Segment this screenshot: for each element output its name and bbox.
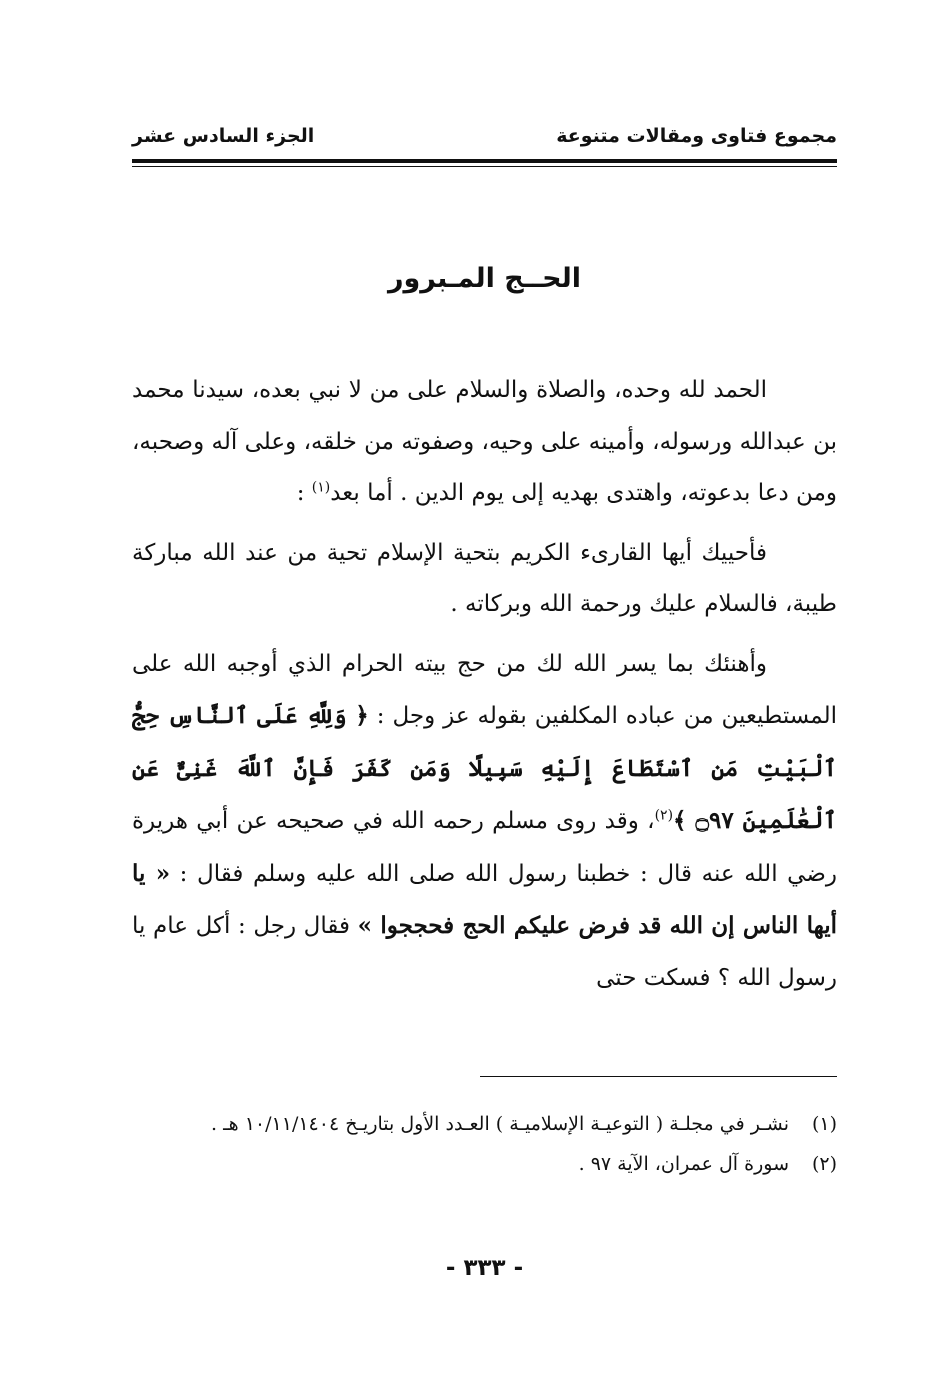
paragraph-middle: ، وقد روى مسلم رحمه الله في صحيحه عن أبي هريرة رضي الله عنه قال : خطبنا رسول الله صلى الله عليه وسلم فقال : bbox=[132, 808, 837, 887]
header-rule-thin bbox=[132, 166, 837, 167]
paragraph-hajj bbox=[132, 639, 837, 1005]
paragraph-text: فأحييك أيها القارىء الكريم بتحية الإسلام تحية من عند الله مباركة طيبة، فالسلام عليك ورحمة الله وبركاته . bbox=[132, 539, 837, 617]
paragraph-intro: وأهنئك بما يسر الله لك من حج بيته الحرام الذي أوجبه الله على المستطيعين من عباده المكلفين بقوله عز وجل : bbox=[132, 650, 838, 729]
footnote-number: (٢) bbox=[811, 1153, 837, 1175]
paragraph-text: الحمد لله وحده، والصلاة والسلام على من لا نبي بعده، سيدنا محمد بن عبدالله ورسوله، وأمينه على وحيه، وصفوته من خلقه، وعلى آله وصحبه، ومن دعا بدعوته، واهتدى بهديه إلى يوم الدين . أما بعد bbox=[132, 377, 837, 506]
paragraph-tail: : bbox=[296, 480, 312, 506]
volume-label: الجزء السادس عشر bbox=[132, 125, 315, 147]
header-rule-thick bbox=[132, 159, 837, 163]
footnote-text: سورة آل عمران، الآية ٩٧ . bbox=[578, 1153, 789, 1175]
footnote-divider bbox=[480, 1076, 837, 1077]
running-header bbox=[132, 118, 837, 154]
paragraph-greeting bbox=[132, 528, 837, 631]
quran-verse: ﴿ وَلِلَّهِ عَلَى ٱلنَّاسِ حِجُّ ٱلْبَيْتِ مَنِ ٱسْتَطَاعَ إِلَيْهِ سَبِيلًا وَمَن كَفَرَ فَإِنَّ ٱللَّهَ غَنِىٌّ عَنِ ٱلْعَٰلَمِينَ ۝٩٧ ﴾ bbox=[132, 702, 838, 834]
paragraph-end: فقال رجل : أكل عام يا رسول الله ؟ فسكت حتى bbox=[132, 913, 837, 991]
footnote-2 bbox=[132, 1146, 837, 1182]
footnotes bbox=[132, 1106, 837, 1186]
book-title: مجموع فتاوى ومقالات متنوعة bbox=[556, 125, 837, 147]
article-title: الحــج المـبرور bbox=[387, 263, 582, 294]
paragraph-opening bbox=[132, 365, 837, 520]
footnote-number: (١) bbox=[811, 1113, 837, 1135]
page-number: - ٣٣٣ - bbox=[445, 1255, 524, 1281]
hadith-quote: « يا أيها الناس إن الله قد فرض عليكم الحج فحججوا » bbox=[132, 859, 837, 939]
article-body bbox=[132, 365, 837, 1012]
footnote-ref: (١) bbox=[311, 479, 331, 496]
footnote-1 bbox=[132, 1106, 837, 1142]
footnote-ref: (٢) bbox=[654, 807, 674, 824]
footnote-text: نشـر في مجلـة ( التوعيـة الإسلاميـة ) العـدد الأول بتاريـخ ١٠/١١/١٤٠٤ هـ . bbox=[211, 1113, 789, 1135]
